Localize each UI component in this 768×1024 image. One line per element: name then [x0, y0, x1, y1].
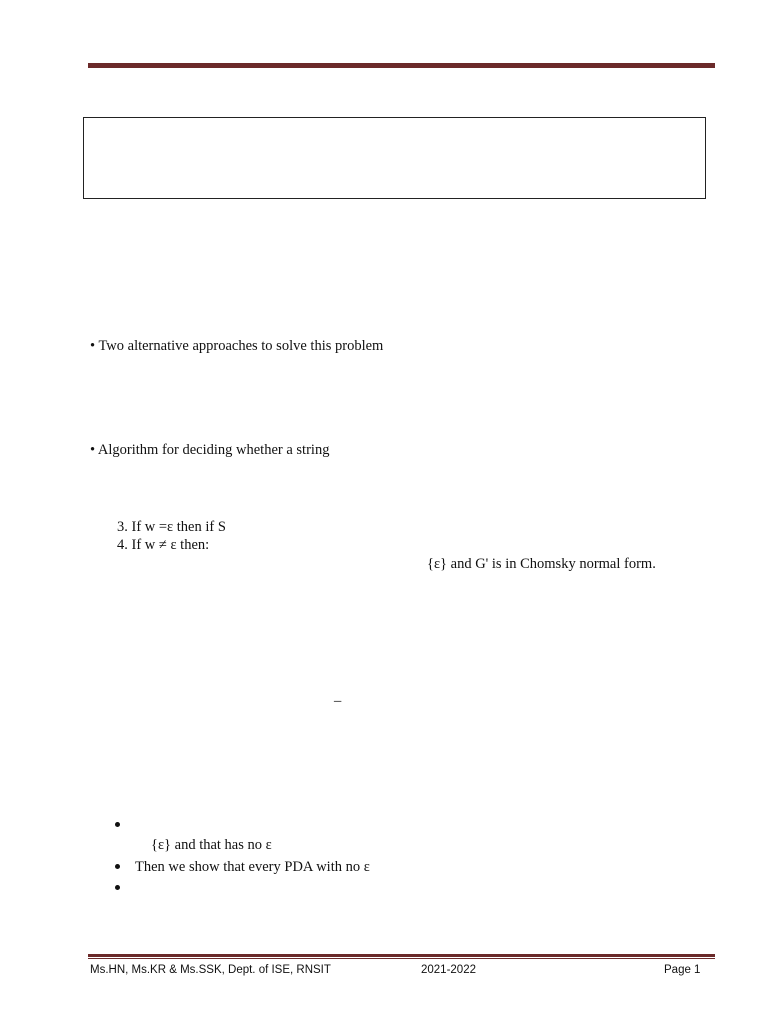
- boxed-frame: [83, 117, 706, 199]
- bullet-approaches: • Two alternative approaches to solve this problem: [90, 338, 384, 354]
- footer-year: 2021-2022: [421, 964, 476, 976]
- step-4: 4. If w ≠ ε then:: [117, 537, 210, 553]
- underscore-mark: _: [334, 688, 342, 704]
- footer-rule-thin: [88, 958, 715, 959]
- header-rule: [88, 63, 715, 68]
- bullet-dot: [115, 864, 120, 869]
- bullet-dot: [115, 822, 120, 827]
- step-3: 3. If w =ε then if S: [117, 519, 226, 535]
- bullet-algorithm: • Algorithm for deciding whether a string: [90, 442, 330, 458]
- bullet-dot: [115, 885, 120, 890]
- epsilon-chomsky-text: {ε} and G' is in Chomsky normal form.: [427, 556, 656, 572]
- footer-page-number: Page 1: [664, 964, 701, 976]
- footer-rule: [88, 954, 715, 957]
- epsilon-no-epsilon-text: {ε} and that has no ε: [151, 837, 272, 853]
- then-show-text: Then we show that every PDA with no ε: [135, 859, 370, 875]
- footer-authors: Ms.HN, Ms.KR & Ms.SSK, Dept. of ISE, RNSIT: [90, 964, 331, 976]
